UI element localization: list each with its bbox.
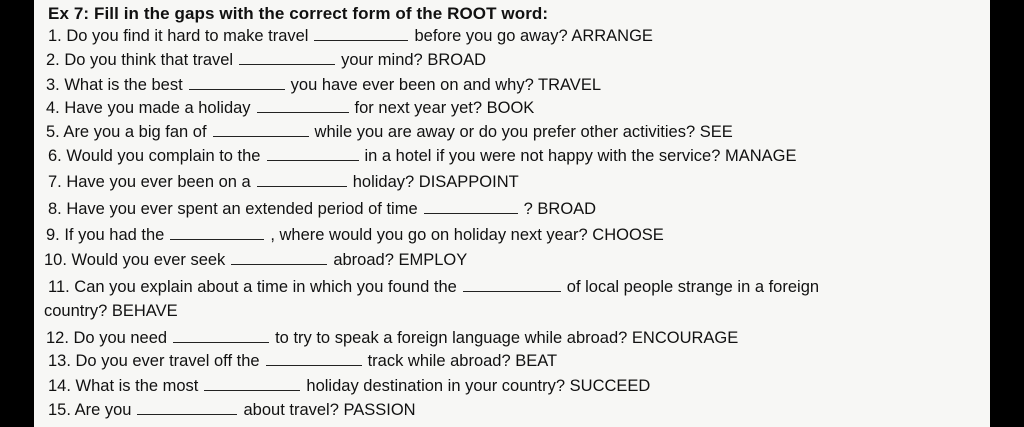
item-15-text-after: about travel? PASSION: [243, 401, 416, 419]
item-5: [46, 122, 733, 142]
item-10-blank[interactable]: [231, 263, 327, 265]
item-8-text-after: ? BROAD: [523, 200, 597, 218]
item-9: [46, 225, 664, 245]
item-3-blank[interactable]: [189, 88, 285, 90]
item-2-text-after: your mind? BROAD: [341, 51, 486, 69]
item-4-text-after: for next year yet? BOOK: [354, 99, 535, 117]
item-2: [46, 50, 486, 70]
item-2-text-before: 2. Do you think that travel: [46, 51, 234, 69]
item-12-text-before: 12. Do you need: [46, 329, 168, 347]
item-5-text-before: 5. Are you a big fan of: [46, 123, 207, 141]
item-14-text-before: 14. What is the most: [48, 377, 199, 395]
item-8-text-before: 8. Have you ever spent an extended period of time: [48, 200, 418, 218]
item-14: [48, 376, 650, 396]
item-6-text-before: 6. Would you complain to the: [48, 147, 261, 165]
item-8: [48, 199, 596, 219]
item-6-blank[interactable]: [267, 159, 359, 161]
item-9-text-before: 9. If you had the: [46, 226, 165, 244]
item-10-text-before: 10. Would you ever seek: [44, 251, 226, 269]
item-5-blank[interactable]: [213, 135, 309, 137]
item-14-blank[interactable]: [204, 389, 300, 391]
item-13-blank[interactable]: [266, 364, 362, 366]
item-11-blank[interactable]: [463, 290, 561, 292]
item-11: [48, 277, 819, 297]
item-12-text-after: to try to speak a foreign language while abroad? ENCOURAGE: [275, 329, 739, 347]
item-7-text-before: 7. Have you ever been on a: [48, 173, 251, 191]
item-15-blank[interactable]: [137, 413, 237, 415]
item-9-blank[interactable]: [170, 238, 264, 240]
item-4: [46, 98, 534, 118]
item-13: [48, 351, 557, 371]
item-14-text-after: holiday destination in your country? SUCCEED: [306, 377, 651, 395]
item-15-text-before: 15. Are you: [48, 401, 132, 419]
item-4-blank[interactable]: [257, 111, 349, 113]
item-12-blank[interactable]: [173, 341, 269, 343]
item-5-text-after: while you are away or do you prefer other activities? SEE: [314, 123, 733, 141]
item-7: [48, 172, 519, 192]
item-3-text-before: 3. What is the best: [46, 76, 183, 94]
item-10: [44, 250, 467, 270]
item-1-text-before: 1. Do you find it hard to make travel: [48, 27, 309, 45]
item-12: [46, 328, 738, 348]
worksheet-page: [34, 0, 990, 427]
item-1-text-after: before you go away? ARRANGE: [414, 27, 653, 45]
item-8-blank[interactable]: [424, 212, 518, 214]
item-10-text-after: abroad? EMPLOY: [333, 251, 468, 269]
item-7-text-after: holiday? DISAPPOINT: [352, 173, 519, 191]
item-2-blank[interactable]: [239, 63, 335, 65]
item-6-text-after: in a hotel if you were not happy with the service? MANAGE: [364, 147, 797, 165]
item-4-text-before: 4. Have you made a holiday: [46, 99, 251, 117]
item-3-text-after: you have ever been on and why? TRAVEL: [290, 76, 601, 94]
item-3: [46, 75, 601, 95]
exercise-title: Ex 7: Fill in the gaps with the correct form of the ROOT word:: [48, 4, 549, 23]
item-11-text-before: 11. Can you explain about a time in which you found the: [48, 278, 457, 296]
item-6: [48, 146, 796, 166]
item-13-text-before: 13. Do you ever travel off the: [48, 352, 260, 370]
item-15: [48, 400, 416, 420]
item-13-text-after: track while abroad? BEAT: [367, 352, 558, 370]
item-7-blank[interactable]: [257, 185, 347, 187]
item-11-continuation: country? BEHAVE: [44, 302, 178, 320]
item-11-text-after: of local people strange in a foreign: [566, 278, 820, 296]
item-1-blank[interactable]: [314, 39, 408, 41]
item-1: [48, 26, 653, 46]
item-9-text-after: , where would you go on holiday next year? CHOOSE: [270, 226, 664, 244]
